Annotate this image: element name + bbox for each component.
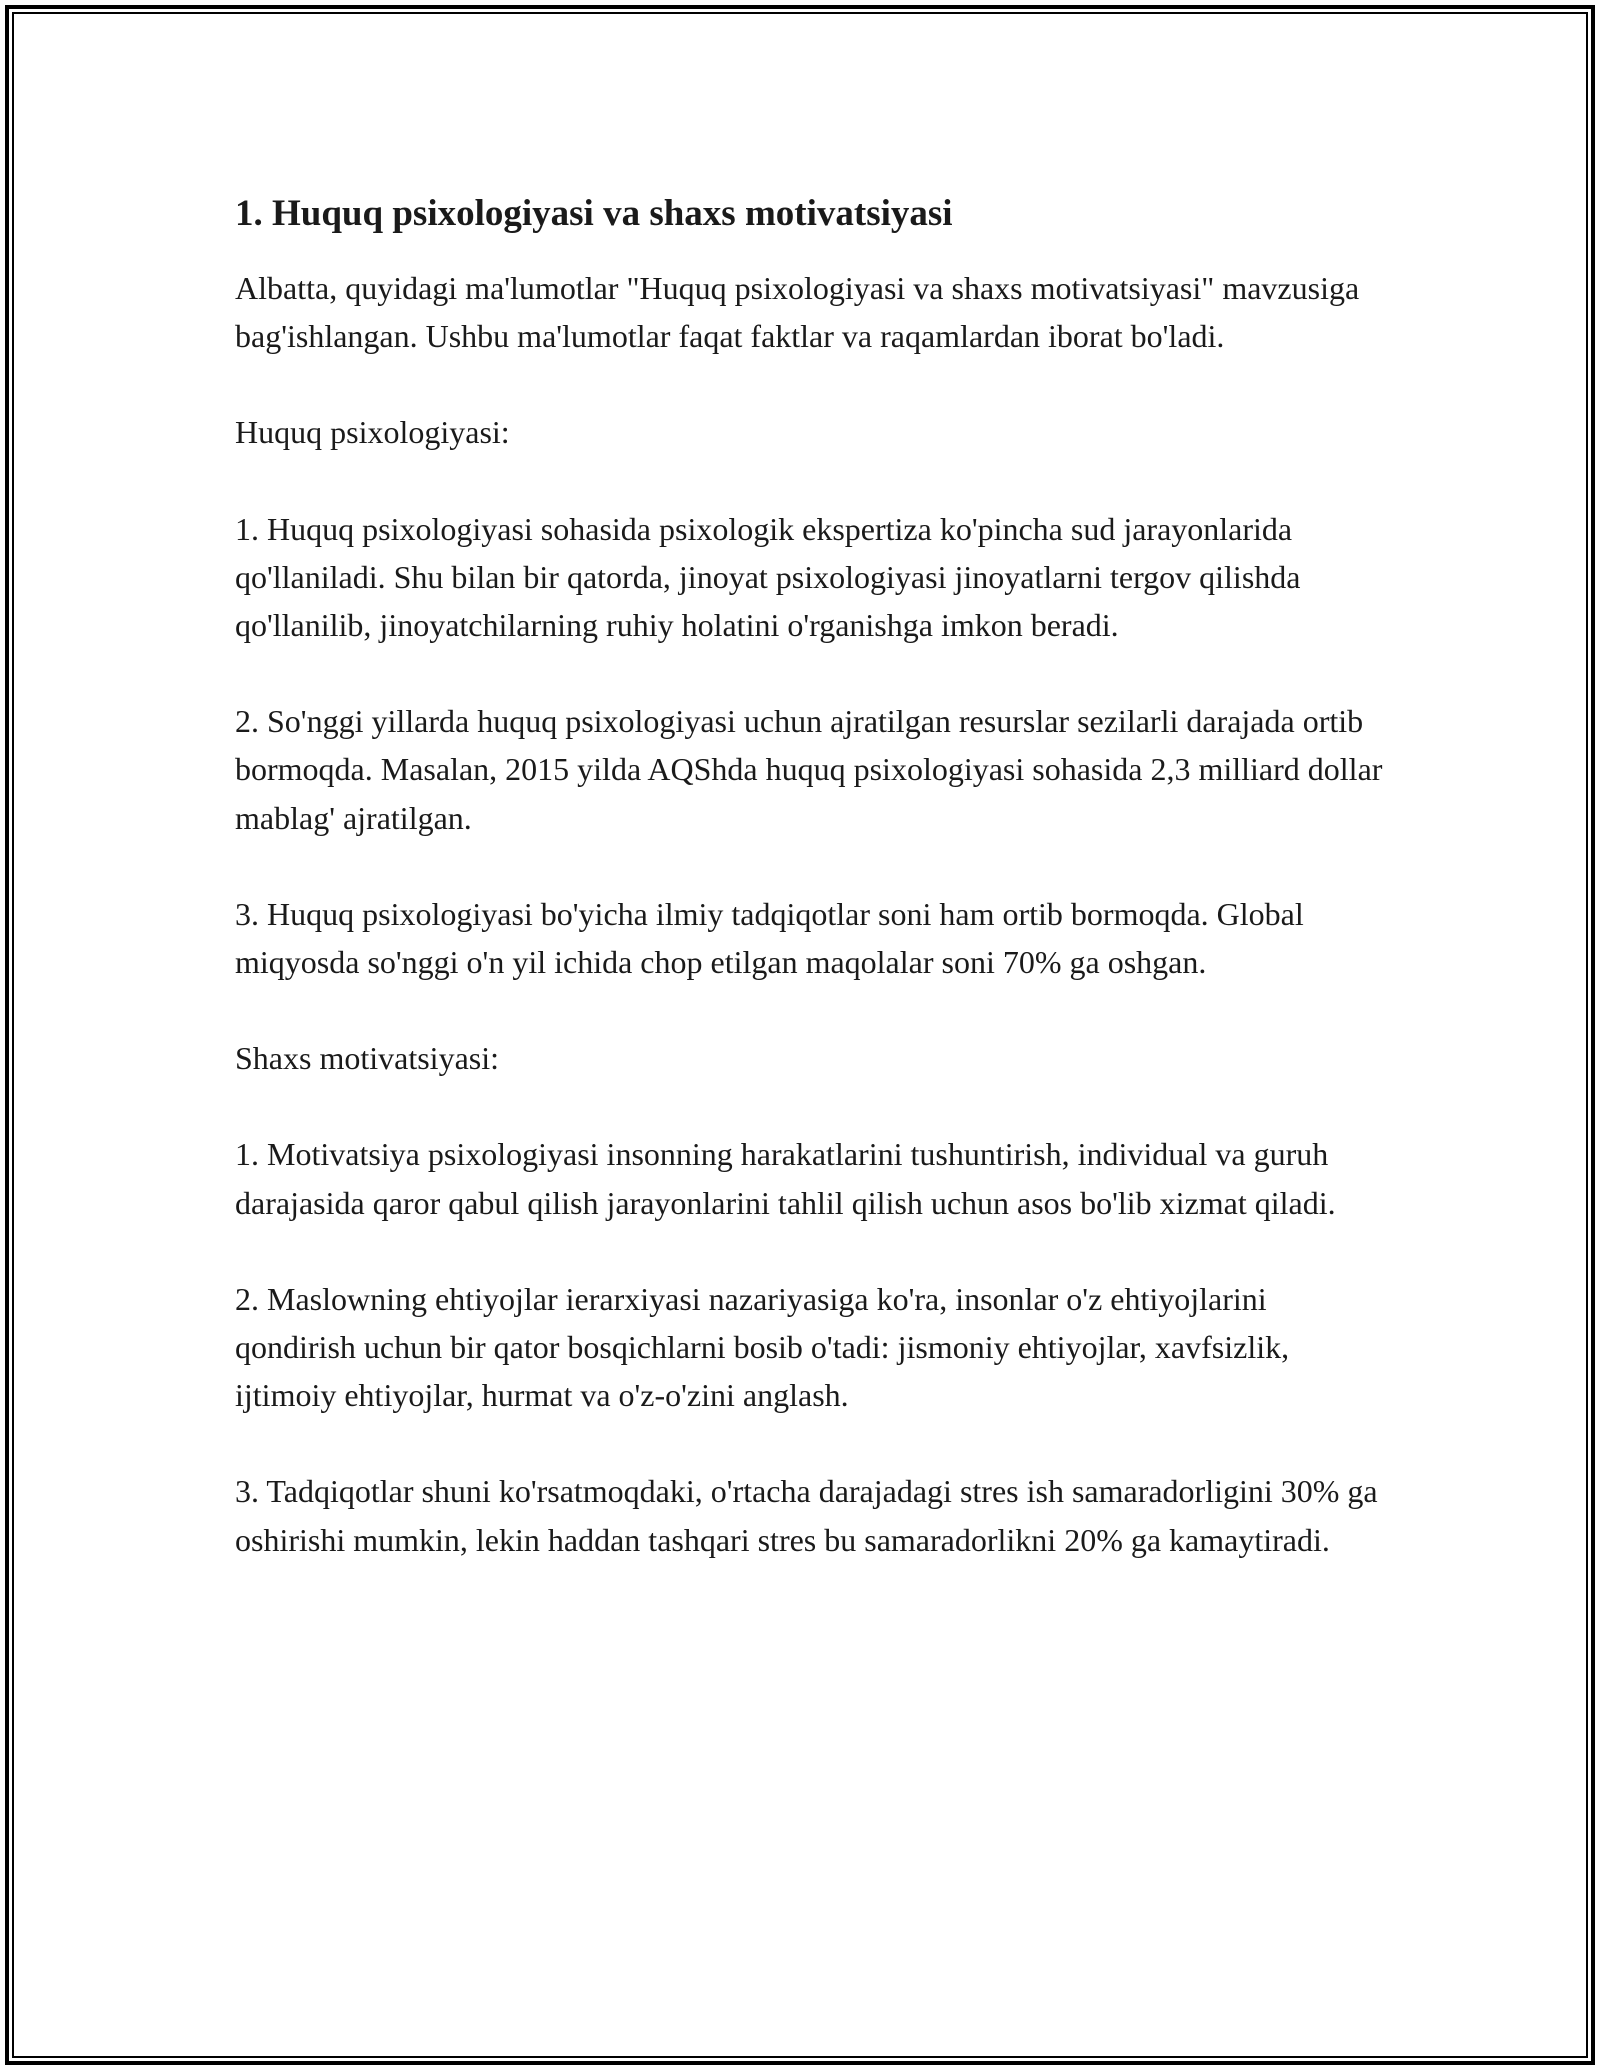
document-body	[235, 186, 1385, 1612]
intro-paragraph: Albatta, quyidagi ma'lumotlar "Huquq psixologiyasi va shaxs motivatsiyasi" mavzusiga bag'ishlangan. Ushbu ma'lumotlar faqat faktlar va raqamlardan iborat bo'ladi.	[235, 270, 1360, 355]
list-item: 2. So'nggi yillarda huquq psixologiyasi uchun ajratilgan resurslar sezilarli darajada ortib bormoqda. Masalan, 2015 yilda AQShda huquq psixologiyasi sohasida 2,3 milliard dollar mablag' ajratilgan.	[235, 703, 1383, 836]
list-item: 1. Huquq psixologiyasi sohasida psixologik ekspertiza ko'pincha sud jarayonlarida qo'llaniladi. Shu bilan bir qatorda, jinoyat psixologiyasi jinoyatlarni tergov qilishda qo'llanilib, jinoyatchilarning ruhiy holatini o'rganishga imkon beradi.	[235, 510, 1301, 644]
list-item: 3. Tadqiqotlar shuni ko'rsatmoqdaki, o'rtacha darajadagi stres ish samaradorligini 30% ga oshirishi mumkin, lekin haddan tashqari stres bu samaradorlikni 20% ga kamaytiradi.	[235, 1473, 1378, 1558]
section-heading-law-psychology: Huquq psixologiyasi:	[235, 414, 510, 451]
section-heading-personal-motivation: Shaxs motivatsiyasi:	[235, 1040, 499, 1077]
list-item: 3. Huquq psixologiyasi bo'yicha ilmiy tadqiqotlar soni ham ortib bormoqda. Global miqyosda so'nggi o'n yil ichida chop etilgan maqolalar soni 70% ga oshgan.	[235, 895, 1304, 981]
list-item: 2. Maslowning ehtiyojlar ierarxiyasi nazariyasiga ko'ra, insonlar o'z ehtiyojlarini qondirish uchun bir qator bosqichlarni bosib o'tadi: jismoniy ehtiyojlar, xavfsizlik, ijtimoiy ehtiyojlar, hurmat va o'z-o'zini anglash.	[235, 1280, 1290, 1414]
document-title: 1. Huquq psixologiyasi va shaxs motivatsiyasi	[235, 193, 953, 234]
list-item: 1. Motivatsiya psixologiyasi insonning harakatlarini tushuntirish, individual va guruh darajasida qaror qabul qilish jarayonlarini tahlil qilish uchun asos bo'lib xizmat qiladi.	[235, 1136, 1336, 1221]
